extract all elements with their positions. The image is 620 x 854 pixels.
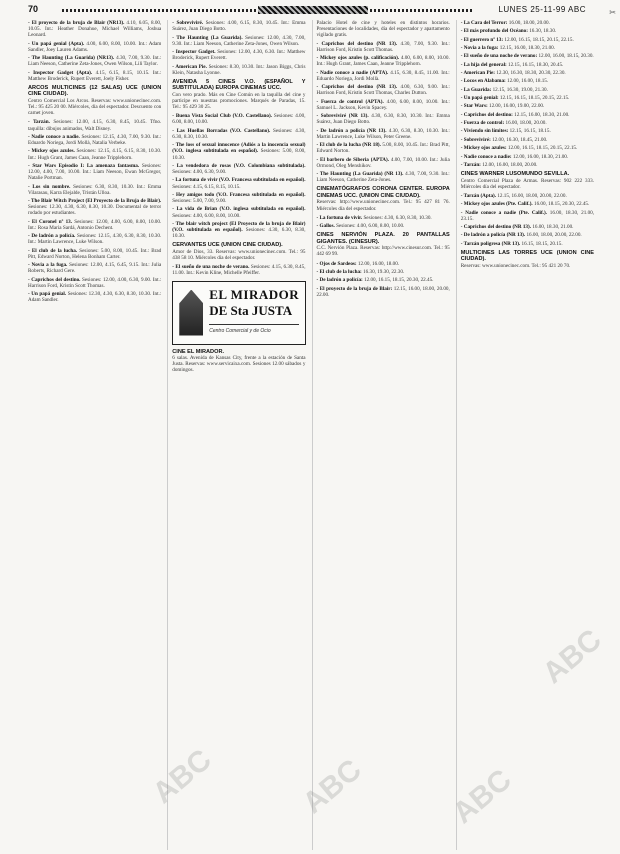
venue-details: 6 salas. Avenida de Kansas City, frente a la estación de Santa Justa. Reservas: www.servicaixa.com. Sesiones 12.00 sábados y domingos. — [172, 355, 306, 374]
film-title: - La Cara del Terror: — [460, 20, 508, 26]
film-listing — [317, 113, 450, 125]
film-listing — [28, 163, 161, 181]
film-showtimes: 4.00, 6.00, 8.00, 10.00. Int.: Hugh Grant, James Caan, Jeanne Tripplehorn. — [316, 55, 450, 68]
film-showtimes: 16.30, 18.30. — [529, 28, 557, 35]
film-title: - Caprichos del destino (NR 13). — [316, 40, 398, 47]
film-title: - El proyecto de la bruja de Blair (NR13). — [28, 20, 125, 26]
film-listing — [172, 49, 305, 61]
ad-divider — [209, 324, 298, 325]
film-title: - Fuerza de control (APTA). — [316, 98, 384, 105]
film-showtimes: Sesiones: 12.15, 4.30, 7.00, 9.30. Int.: Eduardo Noriega, Jordi Mollà, Natalia Verbeke. — [28, 133, 162, 147]
film-listing — [317, 157, 450, 169]
film-listing — [317, 70, 450, 82]
film-title: - Viviendo sin límites: — [460, 128, 509, 135]
film-listing — [461, 120, 594, 126]
film-title: - Tarzán poligresa (NR 13). — [460, 240, 521, 247]
film-showtimes: 12.00, 16.00, 18.15. — [507, 78, 549, 85]
film-title: - Buena Vista Social Club (V.O. Castellano). — [172, 113, 272, 120]
film-showtimes: 12.15, 16.30, 19.00, 21.30. — [492, 86, 548, 93]
film-listing — [172, 20, 305, 32]
venue-heading: CINES NERVIÓN PLAZA. 20 PANTALLAS GIGANTES. (CINESUR). — [316, 232, 450, 245]
venue-heading: ARCOS MULTICINES (12 SALAS) UCE (UNION CINE CIUDAD). — [28, 84, 162, 98]
film-title: - Novia a la fuga. — [28, 262, 68, 269]
venue-heading: CINES WARNER LUSOMUNDO SEVILLA. — [460, 171, 570, 177]
film-showtimes: 12.00, 16.15, 18.15, 20.30, 22.45. — [364, 277, 434, 284]
film-listing — [28, 41, 161, 53]
venue-section — [172, 349, 305, 374]
film-listing — [317, 128, 450, 140]
film-listing — [28, 70, 161, 82]
film-listing — [461, 112, 594, 118]
film-title: - La fortuna de vivir (V.O. Francesa subtitulada en español). — [172, 177, 306, 184]
film-title: - El proyecto de la bruja de Blair: — [316, 285, 393, 292]
header-band — [258, 6, 368, 14]
film-showtimes: 12.00, 16.00, 18.00, 20.00. — [482, 161, 538, 168]
film-title: - The Blair Witch Project (El Proyecto de la Bruja de Blair). — [28, 198, 162, 205]
film-showtimes: 12.00, 16.00, 18.30, 21.00. — [512, 153, 569, 160]
film-listing — [317, 269, 450, 275]
film-title: - Las Huellas Borradas (V.O. Castellano). — [172, 127, 271, 134]
film-showtimes: Sesiones: 4.00, 6.15, 8.30, 10.45. Int.: Emma Suárez, Juan Diego Botto. — [172, 20, 306, 33]
listing-columns — [28, 20, 594, 850]
film-showtimes: Palacio Hotel de cine y hoteles en distintos horarios. Presentaciones de localidades, día del espectador y apartamento vigilado gratis. — [316, 20, 450, 39]
film-listing — [317, 223, 450, 229]
film-showtimes: 12.15, 16.15, 18.30, 20.45. — [508, 61, 564, 68]
watermark: ABC — [146, 743, 218, 811]
film-showtimes: 16.30, 19.30, 22.30. — [363, 268, 405, 275]
film-showtimes: 4.30, 7.00, 9.30. Int.: Harrison Ford, Kristin Scott Thomas. — [316, 40, 450, 53]
film-showtimes: 12.00, 16.00, 19.00, 22.00. — [489, 103, 545, 110]
film-listing — [172, 64, 305, 76]
film-listing — [172, 128, 305, 140]
film-title: - El Coronel nº 13. — [28, 218, 72, 225]
film-listing — [28, 219, 161, 231]
venue-details: Reservas: www.unionecinec.com. Tel.: 95 421 20 70. — [460, 262, 571, 269]
film-listing — [317, 55, 450, 67]
film-listing — [461, 103, 594, 109]
film-listing — [461, 201, 594, 207]
column-2 — [167, 20, 305, 850]
film-listing — [28, 248, 161, 260]
film-listing — [317, 84, 450, 96]
film-title: - Tarzán (Apta). — [460, 192, 497, 199]
film-showtimes: 12.30, 16.30, 18.30, 20.30, 22.30. — [496, 70, 566, 77]
film-showtimes: 4.15, 6.15, 8.15, 10.15. Int.: Matthew Broderick, Rupert Everett, Joely Fisher. — [28, 69, 162, 82]
film-title: - Los sin nombre. — [28, 183, 71, 190]
film-showtimes: 16.00, 18.00, 20.00. — [508, 20, 550, 26]
film-title: - El guerrero nº 13: — [460, 36, 504, 43]
film-showtimes: Sesiones: 4.00, 6.00, 8.00, 10.00. — [336, 223, 405, 230]
film-listing — [172, 192, 305, 204]
film-listing — [461, 62, 594, 68]
film-title: - El club de la lucha: — [316, 268, 362, 275]
film-title: - Ojos de Sardeos: — [316, 260, 357, 267]
film-listing — [461, 162, 594, 168]
venue-details: Amor de Dios, 33. Reservas: www.unionecinec.com. Tel.: 95 438 58 10. Miércoles día del espectador. — [172, 248, 306, 262]
watermark: ABC — [446, 763, 518, 831]
film-showtimes: Sesiones: 4.30, 6.30, 8.30, 10.30. — [172, 127, 306, 140]
venue-section — [172, 242, 305, 261]
film-title: - Nadie conoce a nadie (Pte. Calif.). — [460, 209, 547, 216]
film-showtimes: Sesiones: 12.30, 4.30, 6.30, 8.30, 10.30. Documental de terror rodado por estudiantes. — [28, 204, 162, 217]
film-showtimes: 4.00, 6.30, 9.00. Int.: Harrison Ford, Kristin Scott Thomas, Charles Dutton. — [316, 84, 450, 97]
film-showtimes: 16.00, 18.15, 20.30, 22.45. — [534, 201, 590, 208]
film-title: - Novia a la fuga: — [460, 45, 499, 52]
venue-heading: AVENIDA 5 CINES V.O. (ESPAÑOL Y SUBTITULADA) EUROPA CINEMAS UCC. — [172, 78, 306, 92]
film-title: - Sobreviviré. — [172, 20, 204, 26]
film-listing — [317, 277, 450, 283]
ad-tagline: Centro Comercial y de Ocio — [209, 327, 271, 334]
film-listing — [461, 87, 594, 93]
film-title: - De ladrón a policía. — [28, 233, 76, 240]
film-listing — [317, 99, 450, 111]
edge-mark: ✂ — [609, 8, 616, 17]
film-title: - El más profundo del Océano: — [460, 28, 528, 35]
film-showtimes: Sesiones: 12.00, 4.00, 6.30, 9.00. Int.: Harrison Ford, Kristin Scott Thomas. — [28, 276, 162, 289]
film-title: - Sobreviviré (NR 13). — [316, 113, 369, 120]
film-showtimes: Sesiones: 12.00, 4.00, 6.00, 8.00, 10.00. Int.: Rosa Maria Sardá, Antonio Dechent. — [28, 218, 162, 231]
film-title: - Mickey ojos azules (p. calificación). — [316, 55, 400, 62]
film-title: - Star Wars Episodio I: La amenaza fantasma. — [28, 162, 140, 169]
film-title: - Sobreviviré: — [460, 136, 491, 143]
film-listing — [461, 193, 594, 199]
film-title: - La vida de Brian (V.O. inglesa subtitulada en español). — [172, 206, 306, 213]
film-listing — [461, 78, 594, 84]
venue-details: Con vero prado. Más en Cine Común en la taquilla del cine y participe en nuestras promociones. Marqués de Paradas, 15. Tel.: 95 429 30 25. — [172, 91, 306, 111]
film-listing — [28, 119, 161, 131]
film-title: - La fortuna de vivir. — [316, 214, 363, 221]
column-1 — [28, 20, 161, 850]
film-showtimes: 4.30, 7.00, 9.30. Int.: Liam Neeson, Catherine Zeta-Jones, Owen Wilson, Lili Taylor. — [28, 55, 162, 68]
film-showtimes: 16.15, 18.15, 20.15. — [521, 240, 563, 247]
header-date: LUNES 25-11-99 ABC — [498, 5, 586, 14]
film-title: - Mickey ojos azules. — [28, 148, 75, 155]
film-listing — [172, 163, 305, 175]
film-listing — [461, 145, 594, 151]
film-title: - El club de la lucha. — [28, 247, 78, 254]
film-showtimes: 12.00, 16.00, 18.00. — [357, 260, 400, 267]
film-listing — [461, 241, 594, 247]
film-listing — [172, 264, 305, 276]
film-title: - American Pie: — [460, 70, 496, 77]
film-title: - La vendedora de rosas (V.O. Colombiana subtitulada). — [172, 162, 306, 169]
film-title: - Inspector Gadget. — [172, 49, 216, 55]
film-showtimes: 12.00, 16.15, 18.15, 20.15, 22.15. — [504, 36, 574, 43]
film-showtimes: Sesiones: 12.30, 4.30, 6.30, 8.30, 10.30. Int.: Adam Sandler. — [28, 291, 162, 304]
film-listing — [28, 134, 161, 146]
column-4 — [456, 20, 594, 850]
film-showtimes: Sesiones: 4.30, 6.30, 8.30, 10.30. — [172, 227, 306, 240]
film-showtimes: Sesiones: 5.00, 8.00, 10.45. Int.: Brad Pitt, Edward Norton, Helena Bonham Carter. — [28, 247, 162, 260]
film-title: - De ladrón a policía: — [316, 277, 363, 284]
venue-section — [172, 79, 305, 110]
film-listing — [28, 198, 161, 216]
film-title: - Caprichos del destino: — [460, 111, 513, 118]
film-listing — [172, 113, 305, 125]
film-listing — [28, 262, 161, 274]
film-listing — [28, 55, 161, 67]
film-listing — [172, 221, 305, 239]
film-listing — [461, 128, 594, 134]
film-listing — [317, 171, 450, 183]
film-showtimes: 4.10, 6.05, 8.00, 10.05. Int.: Heather Donahue, Michael Williams, Joshua Leonard. — [28, 20, 162, 39]
film-listing — [28, 20, 161, 38]
film-listing — [461, 137, 594, 143]
film-showtimes: Sesiones: 12.15, 4.30, 6.30, 8.30, 10.30. Int.: Martin Lawrence, Luke Wilson. — [28, 233, 162, 246]
venue-heading: CINE EL MIRADOR. — [172, 348, 225, 355]
film-showtimes: 12.15, 16.00, 18.00, 20.00, 22.00. — [497, 192, 567, 199]
film-showtimes: Sesiones: 12.00, 4.30, 6.30. Int.: Matthew Broderick, Rupert Everett. — [172, 49, 306, 62]
film-title: - Gallos. — [316, 223, 335, 230]
film-title: - Un papá genial (Apta). — [28, 40, 85, 47]
venue-heading: CERVANTES UCE (UNION CINE CIUDAD). — [172, 242, 283, 249]
venue-details: Reservas: http://www.unionecinec.com. Tel.: 95 427 81 76. Miércoles día del espectador. — [316, 199, 450, 212]
venue-heading: MULTICINES LAS TORRES UCE (UNION CINE CIUDAD). — [460, 249, 594, 263]
film-listing — [28, 148, 161, 160]
film-listing — [172, 142, 305, 160]
film-listing — [461, 154, 594, 160]
venue-details: Centro Comercial Plaza de Armas. Reservas: 902 222 333. Miércoles día del espectador. — [460, 177, 594, 190]
film-title: - De ladrón a policía (NR 13). — [460, 232, 526, 239]
column-3 — [312, 20, 450, 850]
film-title: - Tarzán. — [28, 119, 50, 126]
film-title: - Nadie conoce a nadie: — [460, 153, 512, 160]
ad-title: EL MIRADOR — [209, 286, 300, 302]
watermark: ABC — [536, 623, 608, 691]
venue-details: Centro Comercial Los Arcos. Reservas: www.unionecinec.com. Tel.: 95 425 20 00. Miércoles, día del espectador. Descuento con carnet joven. — [28, 97, 162, 117]
venue-section — [28, 85, 161, 116]
film-showtimes: 12.00, 16.30, 18.45, 21.00. — [492, 136, 548, 143]
film-listing — [461, 232, 594, 238]
film-title: - Mickey ojos azules (Pte. Calif.). — [460, 201, 533, 208]
tower-logo-icon — [179, 290, 203, 336]
film-showtimes: 4.30, 6.30, 8.30, 10.30. Int.: Martin Lawrence, Luke Wilson, Peter Greene. — [316, 127, 450, 140]
film-showtimes: 16.00, 18.00, 20.00, 22.00. — [526, 232, 582, 239]
film-title: - Tarzán: — [460, 161, 481, 168]
film-showtimes: 16.00, 18.30, 21.00. — [532, 224, 574, 230]
film-title: - La Guarida: — [460, 86, 492, 93]
film-showtimes: Sesiones: 4.00, 6.30, 9.00. — [172, 169, 227, 176]
film-listing — [461, 210, 594, 222]
ad-subtitle: DE Sta JUSTA — [209, 302, 293, 318]
film-title: - The Haunting (La Guarida). — [172, 34, 243, 41]
film-showtimes: 4.15, 6.30, 8.45, 11.00. Int.: Eduardo Noriega, Jordi Mollà. — [316, 69, 450, 82]
film-showtimes: Sesiones: 12.00, 4.00, 7.00, 10.00. Int.: Liam Neeson, Ewan McGregor, Natalie Portman. — [28, 162, 162, 182]
film-listing — [172, 206, 305, 218]
film-showtimes: 4.30, 6.30, 8.30, 10.30. Int.: Emma Suárez, Juan Diego Botto. — [316, 113, 450, 126]
film-showtimes: 12.15, 16.00, 18.30, 21.00. — [514, 111, 570, 118]
film-title: - The Haunting (La Guarida) (NR13). — [28, 55, 115, 62]
film-title: - Mickey ojos azules: — [460, 145, 507, 152]
film-showtimes: Sesiones: 4.15, 6.15, 8.15, 10.15. — [172, 183, 241, 190]
film-listing — [28, 184, 161, 196]
film-showtimes: 4.00, 6.00, 8.00, 10.00. Int.: Samuel L. Jackson, Kevin Spacey. — [316, 98, 450, 111]
film-listing — [172, 177, 305, 189]
film-listing — [461, 224, 594, 230]
venue-heading: CINEMATÓGRAFOS CORONA CENTER. EUROPA CINEMAS UCC. (UNION CINE CIUDAD). — [316, 186, 450, 199]
film-listing — [317, 142, 450, 154]
film-title: - El barbero de Siberia (APTA). — [316, 156, 390, 163]
film-listing — [28, 291, 161, 303]
film-listing — [28, 233, 161, 245]
film-showtimes: 16.00, 18.30, 21.00, 23.15. — [460, 209, 594, 222]
film-listing — [317, 215, 450, 221]
film-showtimes: 4.00, 7.00, 10.00. Int.: Julia Ormond, Oleg Menshikov. — [316, 156, 450, 169]
venue-section — [461, 250, 594, 269]
film-listing — [28, 277, 161, 289]
film-listing — [317, 261, 450, 267]
film-title: - Un papá genial: — [460, 95, 499, 102]
film-title: - Caprichos del destino (NR 13). — [460, 224, 532, 230]
film-listing — [461, 28, 594, 34]
film-title: - Caprichos del destino. — [28, 276, 81, 283]
venue-section — [461, 171, 594, 190]
venue-section — [317, 186, 450, 211]
film-title: - The blair witch project (El Proyecto de la bruja de Blair) (V.O. subtitulada en español). — [172, 220, 306, 234]
film-showtimes: 12.15, 16.00, 18.30, 21.00. — [499, 45, 556, 52]
advertisement — [172, 281, 305, 345]
film-listing — [317, 20, 450, 38]
film-title: - El sueño de una noche de verano: — [460, 53, 538, 60]
film-title: - El club de la lucha (NR 18). — [316, 142, 381, 149]
page-header — [28, 3, 592, 17]
film-listing — [461, 70, 594, 76]
film-title: - Hey amigos todo (V.O. Francesa subtitulada en español). — [172, 191, 306, 198]
watermark: ABC — [296, 753, 368, 821]
film-title: - The loss of sexual innocence (Adiós a la inocencia sexual) (V.O. inglesa subtitulada en español). — [172, 142, 306, 155]
film-listing — [461, 37, 594, 43]
film-title: - Fuerza de control: — [460, 120, 505, 127]
film-showtimes: Sesiones: 4.30, 6.30, 8.30, 10.30. — [363, 214, 432, 221]
film-showtimes: Sesiones: 4.00, 6.00, 8.00, 10.00. — [172, 212, 241, 219]
film-listing — [461, 45, 594, 51]
film-showtimes: 12.15, 16.00, 18.00, 20.00, 22.00. — [316, 285, 450, 298]
film-showtimes: Sesiones: 6.30, 8.30, 10.30. Int.: Emma Vilarasau, Karra Elejalde, Tristán Ulloa. — [28, 183, 162, 196]
film-title: - Star Wars: — [460, 103, 488, 110]
film-showtimes: Sesiones: 12.00, 4.15, 6.45, 9.15. Int.: Julia Roberts, Richard Gere. — [28, 262, 162, 275]
film-showtimes: Sesiones: 5.00, 7.00, 9.00. — [172, 198, 227, 205]
film-title: - Locos en Alabama: — [460, 78, 506, 85]
film-listing — [461, 20, 594, 26]
film-showtimes: Sesiones: 12.00, 4.30, 7.00, 9.30. Int.: Liam Neeson, Catherine Zeta-Jones, Owen Wilson. — [172, 34, 306, 47]
film-title: - Un papá genial. — [28, 291, 67, 298]
film-listing — [461, 53, 594, 59]
film-listing — [317, 41, 450, 53]
venue-details: C.C. Nervión Plaza. Reservas: http://www.cinesur.com. Tel.: 95 442 69 99. — [316, 245, 450, 258]
venue-section — [317, 232, 450, 257]
film-showtimes: 12.15, 16.15, 18.15, 20.15, 22.15. — [499, 95, 570, 102]
film-title: - The Haunting (La Guarida) (NR 13). — [316, 171, 404, 178]
film-showtimes: 12.00, 16.15, 18.15, 20.15, 22.15. — [507, 145, 578, 152]
film-showtimes: Sesiones: 5.00, 8.00, 10.30. — [172, 148, 306, 161]
film-title: - Nadie conoce a nadie. — [28, 133, 80, 140]
film-title: - American Pie. — [172, 63, 207, 70]
film-title: - Caprichos del destino (NR 13). — [316, 84, 398, 91]
film-title: - La hija del general: — [460, 61, 507, 68]
film-showtimes: Sesiones: 4.00, 6.00, 8.00, 10.00. — [172, 113, 306, 126]
film-showtimes: Sesiones: 4.15, 6.30, 8.45, 11.00. Int.: Kevin Kline, Michelle Pfeiffer. — [172, 264, 306, 277]
film-listing — [172, 35, 305, 47]
film-showtimes: Sesiones: 12.15, 4.15, 6.15, 8.30, 10.30. Int.: Hugh Grant, James Caan, Jeanne Tripplehorn. — [28, 148, 162, 161]
film-showtimes: 12.15, 16.15, 18.15. — [509, 128, 551, 135]
page-number: 70 — [28, 4, 39, 14]
film-showtimes: 5.00, 8.00, 10.45. Int.: Brad Pitt, Edward Norton. — [316, 142, 450, 155]
film-listing — [317, 286, 450, 298]
film-title: - Nadie conoce a nadie (APTA). — [316, 69, 389, 76]
film-title: - De ladrón a policía (NR 13). — [316, 127, 387, 134]
film-showtimes: 16.00, 18.00, 20.00. — [505, 120, 547, 127]
film-showtimes: 4.00, 6.00, 8.00, 10.00. Int.: Adam Sandler, Joey Lauren Adams. — [28, 40, 162, 53]
film-title: - Inspector Gadget (Apta). — [28, 69, 93, 76]
film-showtimes: 12.00, 16.00, 18.15, 20.30. — [538, 53, 594, 60]
film-listing — [461, 95, 594, 101]
film-showtimes: 4.30, 7.00, 9.30. Int.: Liam Neeson, Catherine Zeta-Jones. — [316, 171, 450, 184]
film-title: - El sueño de una noche de verano. — [172, 264, 250, 271]
film-showtimes: Sesiones: 8.30, 10.30. Int.: Jason Biggs, Chris Klein, Natasha Lyonne. — [172, 63, 306, 76]
film-showtimes: Sesiones: 12.00, 4.15, 6.30, 8.45, 10.45. Tfno. taquilla: dibujos animados, Walt Disney. — [28, 119, 162, 132]
